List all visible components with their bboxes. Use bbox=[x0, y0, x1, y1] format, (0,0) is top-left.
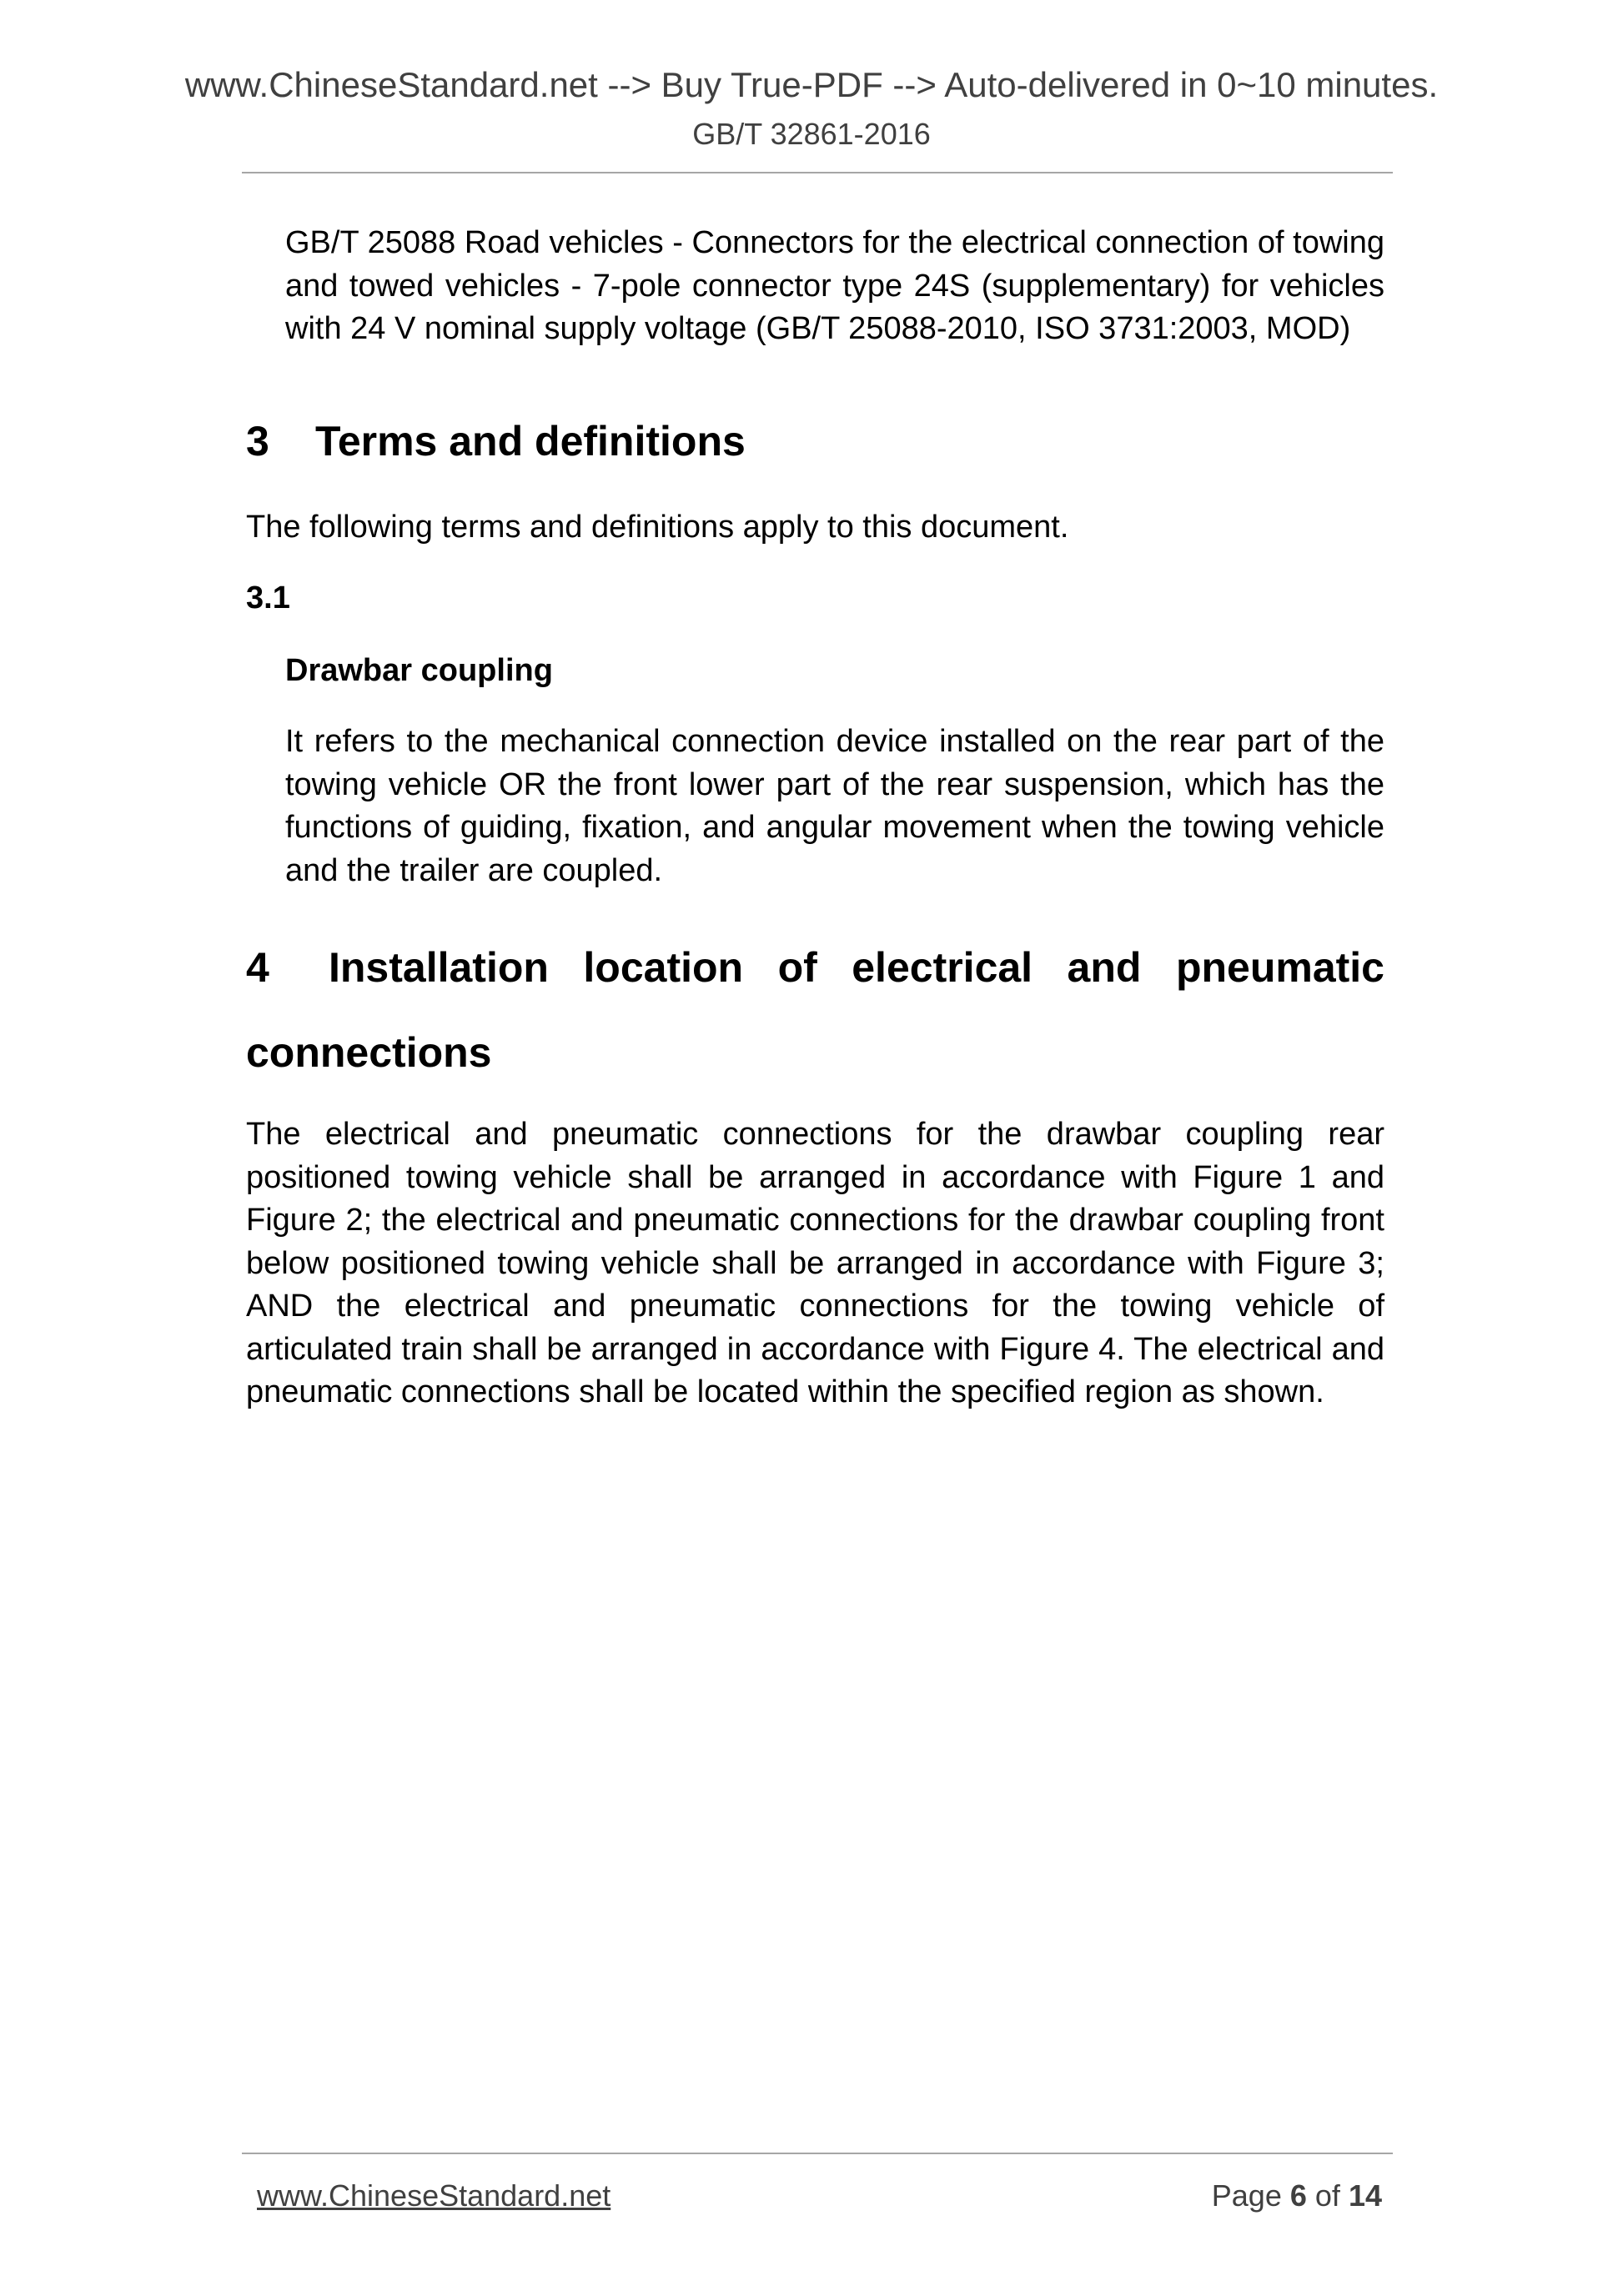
page-total: 14 bbox=[1348, 2178, 1382, 2213]
page-current: 6 bbox=[1289, 2178, 1307, 2213]
section-3-heading bbox=[246, 416, 1384, 466]
section-4-heading bbox=[246, 925, 1384, 1095]
page-indicator: Page 6 of 14 bbox=[1211, 2178, 1382, 2213]
section-4-body: The electrical and pneumatic connections for the drawbar coupling rear positioned towing vehicle shall be arranged in accordance with Figure 1 and Figure 2; the electrical and pneumatic connections for the drawbar coupling front below positioned towing vehicle shall be arranged in accordance with Figure 3; AND the electrical and pneumatic connections for the towing vehicle of articulated train shall be arranged in accordance with Figure 4. The electrical and pneumatic connections shall be located within the specified region as shown. bbox=[246, 1117, 1384, 1409]
normative-reference-entry: GB/T 25088 Road vehicles - Connectors for the electrical connection of towing and towed vehicles - 7-pole connector type 24S (supplementary) for vehicles with 24 V nominal supply voltage (GB/T 25088-2010, ISO 3731:2003, MOD) bbox=[285, 225, 1384, 346]
term-definition: It refers to the mechanical connection device installed on the rear part of the towing vehicle OR the front lower part of the rear suspension, which has the functions of guiding, fixation, and angular movement when the towing vehicle and the trailer are coupled. bbox=[285, 724, 1384, 888]
section-3-number: 3 bbox=[246, 417, 269, 465]
header-doc-id: GB/T 32861-2016 bbox=[692, 117, 931, 151]
section-3-intro: The following terms and definitions apply to this document. bbox=[246, 509, 1069, 545]
footer-site-link[interactable]: www.ChineseStandard.net bbox=[257, 2178, 611, 2213]
section-4-title-line2: connections bbox=[246, 1029, 492, 1076]
section-4-title-line1: 4 Installation location of electrical and pneumatic bbox=[246, 925, 1384, 1010]
footer-divider bbox=[242, 2153, 1393, 2154]
section-3-title: Terms and definitions bbox=[315, 417, 746, 465]
header-divider bbox=[242, 172, 1393, 173]
clause-3-1-number: 3.1 bbox=[246, 580, 290, 615]
document-body bbox=[246, 222, 1384, 1414]
section-4-number: 4 bbox=[246, 944, 269, 991]
term-drawbar-coupling: Drawbar coupling bbox=[285, 653, 553, 688]
header-banner: www.ChineseStandard.net --> Buy True-PDF --> Auto-delivered in 0~10 minutes. bbox=[184, 65, 1439, 104]
